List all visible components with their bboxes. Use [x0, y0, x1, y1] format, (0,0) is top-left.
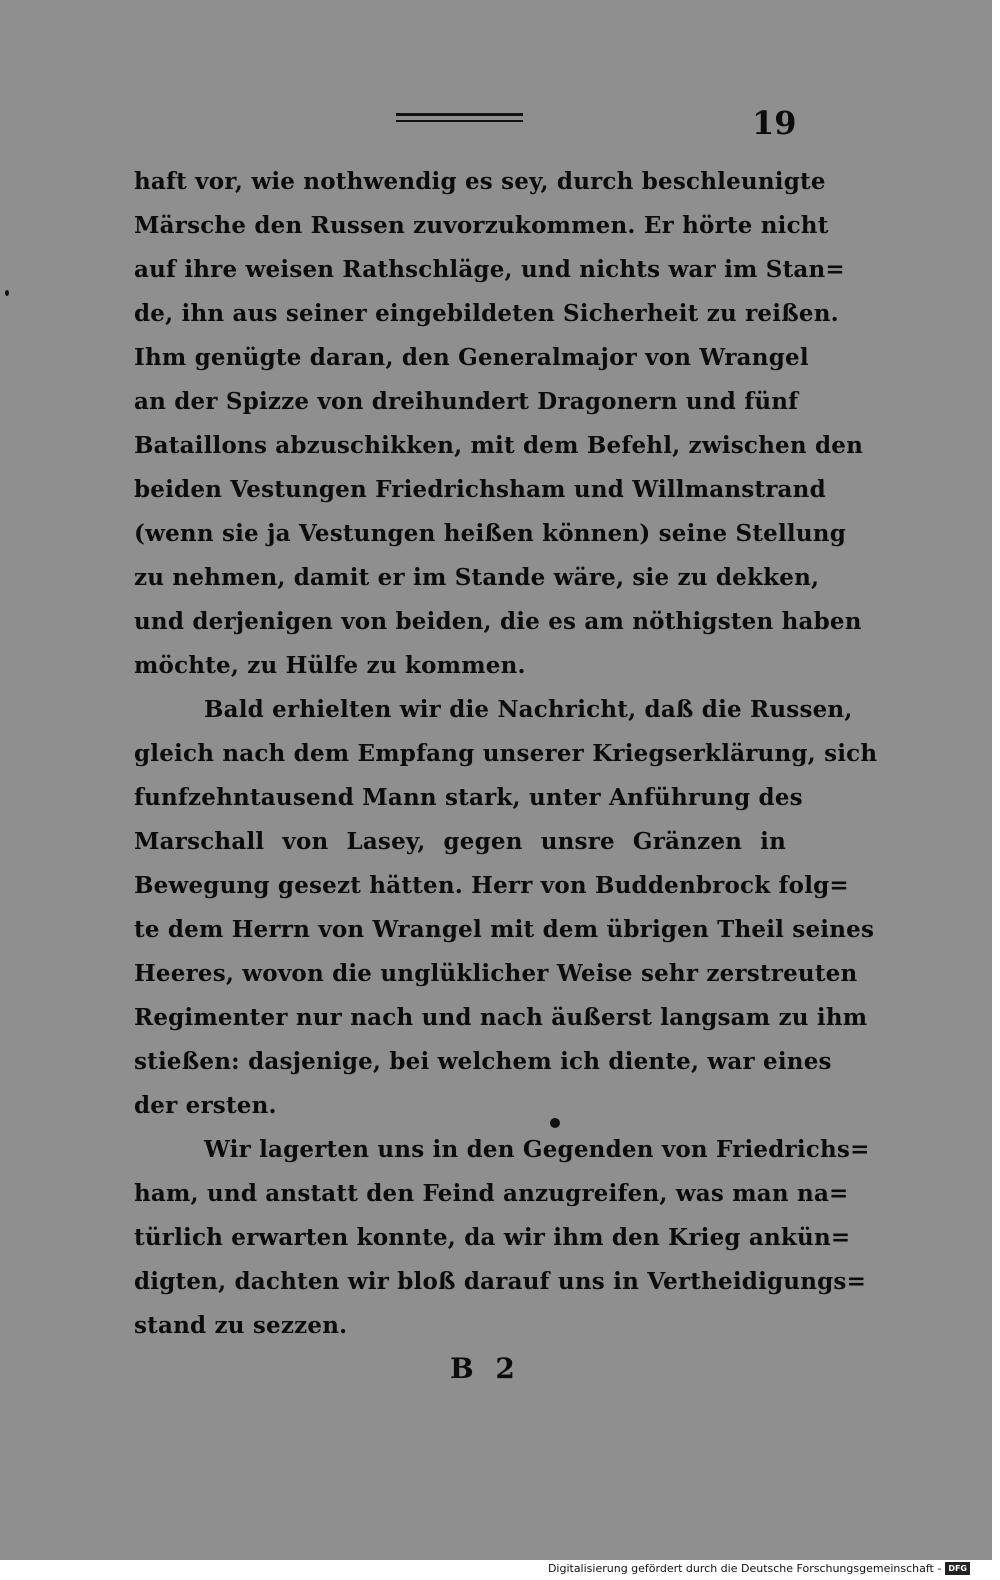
- page-number: 19: [752, 104, 797, 142]
- dfg-logo: DFG: [945, 1562, 970, 1575]
- text-line: der ersten.: [134, 1092, 277, 1119]
- ink-speck: [5, 290, 9, 296]
- text-line: Heeres, wovon die unglüklicher Weise sehr zerstreuten: [134, 960, 858, 987]
- text-line: zu nehmen, damit er im Stande wäre, sie zu dekken,: [134, 564, 820, 591]
- text-line: auf ihre weisen Rathschläge, und nichts war im Stan=: [134, 256, 845, 283]
- text-line: stand zu sezzen.: [134, 1312, 348, 1339]
- body-text: [134, 160, 878, 1348]
- text-line: Märsche den Russen zuvorzukommen. Er hörte nicht: [134, 212, 829, 239]
- header-rule: [396, 113, 523, 122]
- digitization-footer: [548, 1558, 970, 1578]
- text-line: an der Spizze von dreihundert Dragonern und fünf: [134, 388, 799, 415]
- text-line: de, ihn aus seiner eingebildeten Sicherheit zu reißen.: [134, 300, 839, 327]
- text-line: Ihm genügte daran, den Generalmajor von Wrangel: [134, 344, 809, 371]
- ink-speck: [550, 1118, 560, 1128]
- text-line: Marschall von Lasey, gegen unsre Gränzen in: [134, 828, 786, 855]
- signature-mark: B 2: [450, 1352, 521, 1385]
- text-line: Bald erhielten wir die Nachricht, daß die Russen,: [204, 696, 853, 723]
- text-line: möchte, zu Hülfe zu kommen.: [134, 652, 526, 679]
- text-line: te dem Herrn von Wrangel mit dem übrigen Theil seines: [134, 916, 875, 943]
- text-line: Wir lagerten uns in den Gegenden von Friedrichs=: [204, 1136, 870, 1163]
- text-line: Regimenter nur nach und nach äußerst langsam zu ihm: [134, 1004, 868, 1031]
- text-line: funfzehntausend Mann stark, unter Anführung des: [134, 784, 803, 811]
- text-line: ham, und anstatt den Feind anzugreifen, was man na=: [134, 1180, 849, 1207]
- text-line: haft vor, wie nothwendig es sey, durch beschleunigte: [134, 168, 826, 195]
- text-line: und derjenigen von beiden, die es am nöthigsten haben: [134, 608, 862, 635]
- text-line: stießen: dasjenige, bei welchem ich diente, war eines: [134, 1048, 832, 1075]
- footer-credit: Digitalisierung gefördert durch die Deutsche Forschungsgemeinschaft -: [547, 1561, 942, 1575]
- text-line: beiden Vestungen Friedrichsham und Willmanstrand: [134, 476, 826, 503]
- text-line: türlich erwarten konnte, da wir ihm den Krieg ankün=: [134, 1224, 851, 1251]
- text-line: (wenn sie ja Vestungen heißen können) seine Stellung: [134, 520, 847, 547]
- text-line: Bewegung gesezt hätten. Herr von Buddenbrock folg=: [134, 872, 849, 899]
- text-line: digten, dachten wir bloß darauf uns in Vertheidigungs=: [134, 1268, 867, 1295]
- text-line: Bataillons abzuschikken, mit dem Befehl, zwischen den: [134, 432, 864, 459]
- text-line: gleich nach dem Empfang unserer Kriegserklärung, sich: [134, 740, 878, 767]
